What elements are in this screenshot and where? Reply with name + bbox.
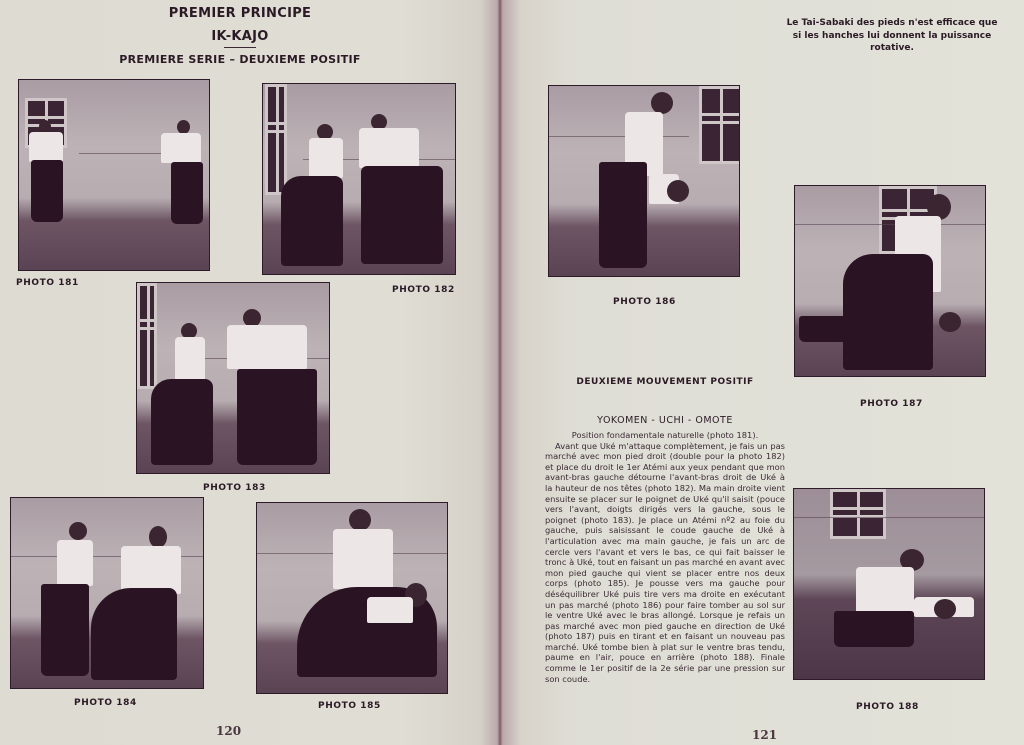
technique-subtitle: YOKOMEN - UCHI - OMOTE [597,415,733,426]
title-underline [224,47,256,48]
photo-188-caption: PHOTO 188 [856,702,919,712]
photo-183 [136,282,330,474]
photo-187-caption: PHOTO 187 [860,399,923,409]
photo-184 [10,497,204,689]
photo-188 [793,488,985,680]
technique-title: IK-KAJO [211,29,269,44]
intro-line: Position fondamentale naturelle (photo 181). [571,430,759,440]
photo-181-caption: PHOTO 181 [16,278,79,288]
photo-186 [548,85,740,277]
photo-186-caption: PHOTO 186 [613,297,676,307]
page-number-left: 120 [216,724,242,738]
chapter-heading: PREMIER PRINCIPE [168,6,312,21]
photo-187 [794,185,986,377]
photo-185-caption: PHOTO 185 [318,701,381,711]
photo-182-caption: PHOTO 182 [392,285,455,295]
photo-181 [18,79,210,271]
photo-183-caption: PHOTO 183 [203,483,266,493]
page-number-right: 121 [752,728,778,742]
photo-182 [262,83,456,275]
book-spine [497,0,503,745]
body-paragraph: Avant que Uké m'attaque complètement, je fais un pas marché avec mon pied droit (double pour la photo 182) et place du droit le 1er Atémi aux yeux pendant que mon avant-bras gauche détourne l'avant-bras droit de Uké à la hauteur de nos têtes (photo 182). Ma main droite vient ensuite se placer sur le poignet de Uké qu'il saisit (pouce vers l'avant, doigts dirigés vers la gauche, sous le poignet (photo 183). Je place un Atémi nº2 au foie du gauche, puis saisissant le coude gauche de Uké à l'articulation avec ma main gauche, je fais un arc de cercle vers l'avant et vers le bas, ce qui fait baisser le tronc à Uké, tout en faisant un pas marché en avant avec mon pied gauche qui vient se placer entre nos deux corps (photo 185). Je pousse vers ma gauche pour déséquilibrer Uké puis tire vers ma droite en exécutant un pas marché (photo 186) pour faire tomber au sol sur le ventre Uké avec le bras allongé. Lorsque je refais un pas marché avec mon pied gauche en direction de Uké (photo 187) puis en tirant et en faisant un nouveau pas marché. Uké tombe bien à plat sur le ventre bras tendu, paume en l'air, pouce en arrière (photo 188). Finale comme le 1er positif de la 2e série par une pression sur son coude. [545,440,785,684]
instruction-text [545,430,785,684]
photo-184-caption: PHOTO 184 [74,698,137,708]
series-title: PREMIERE SERIE – DEUXIEME POSITIF [119,53,361,66]
section-title: DEUXIEME MOUVEMENT POSITIF [576,377,754,387]
photo-185 [256,502,448,694]
side-note: Le Tai-Sabaki des pieds n'est efficace que si les hanches lui donnent la puissance rotative. [786,18,998,53]
